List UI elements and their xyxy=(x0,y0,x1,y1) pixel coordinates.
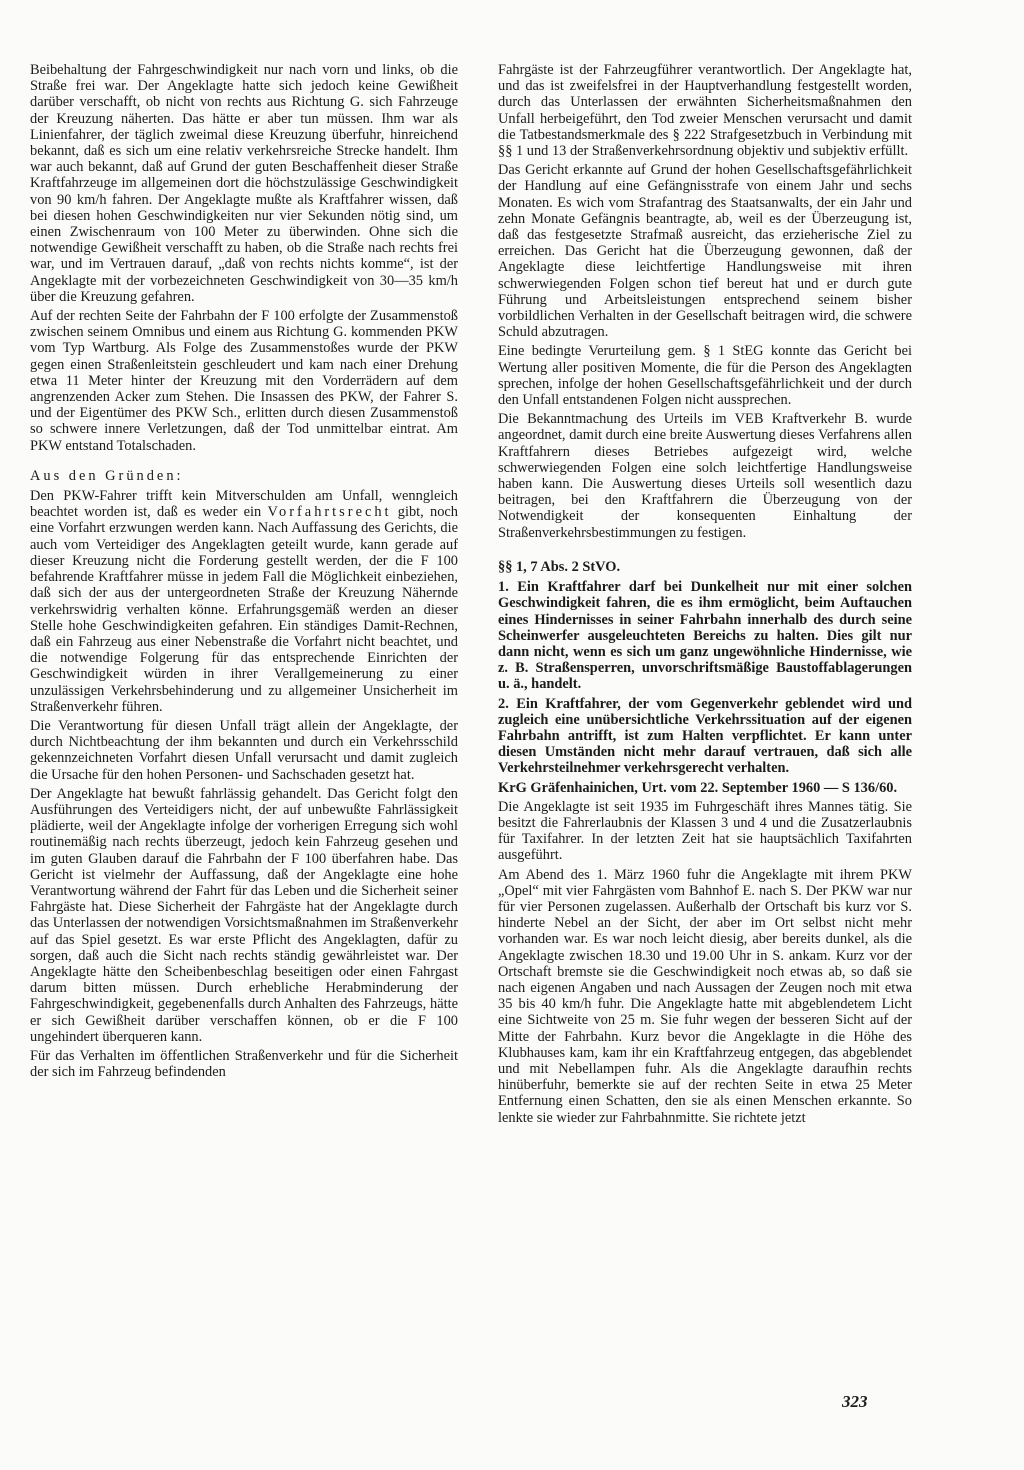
text-span: gibt, noch eine Vorfahrt erzwungen werden kann. Nach Auffassung des Gerichts, die auch vom Verteidiger des Angeklagten geteilt wurde, kann gerade auf dieser Kreuzung nicht die Forderung gestellt werden, der die F 100 befahrende Kraftfahrer müsse in jedem Fall die Möglichkeit einbeziehen, daß sich der aus der untergeordneten Straße der Kreuzung Nähernde verkehrswidrig verhalten könne. Erfahrungsgemäß werden an dieser Stelle hohe Geschwindigkeiten gefahren. Ein ständiges Damit-Rechnen, daß ein Fahrzeug aus einer Nebenstraße die Vorfahrt nicht beachtet, und die notwendige Folgerung für das entsprechende Einrichten der Geschwindigkeit würden in ihrer Verallgemeinerung zu einer unzulässigen Verkehrsbehinderung und zu allgemeiner Unsicherheit im Straßenverkehr führen. xyxy=(30,504,458,715)
emphasized-term: Vorfahrtsrecht xyxy=(267,504,392,521)
paragraph: Die Bekanntmachung des Urteils im VEB Kraftverkehr B. wurde angeordnet, damit durch eine breite Auswertung dieses Verfahrens allen Kraftfahrern dieses Betriebes aufgezeigt wird, welche schwerwiegenden Folgen eine solch leichtfertige Handlungsweise haben kann. Die Auswertung dieses Urteils soll wesentlich dazu beitragen, bei den Kraftfahrern die Überzeugung von der Notwendigkeit der konsequenten Einhaltung der Straßenverkehrsbestimmungen zu festigen. xyxy=(498,411,912,541)
paragraph: Auf der rechten Seite der Fahrbahn der F 100 erfolgte der Zusammenstoß zwischen seinem Omnibus und einem aus Richtung G. kommenden PKW vom Typ Wartburg. Als Folge des Zusammenstoßes wurde der PKW gegen einen Straßenleitstein geschleudert und kam nach einer Drehung etwa 11 Meter hinter der Kreuzung mit den Vorderrädern auf dem angrenzenden Acker zum Stehen. Die Insassen des PKW, der Fahrer S. und der Eigentümer des PKW Sch., erlitten durch diesen Zusammenstoß so schwere innere Verletzungen, daß der Tod unmittelbar eintrat. Am PKW entstand Totalschaden. xyxy=(30,308,458,454)
paragraph: Die Verantwortung für diesen Unfall trägt allein der Angeklagte, der durch Nichtbeachtung der ihm bekannten und durch ein Verkehrsschild gekennzeichneten Vorfahrt diesen Unfall verursacht und damit zugleich die Ursache für den hohen Personen- und Sachschaden gesetzt hat. xyxy=(30,717,458,783)
headnote: 2. Ein Kraftfahrer, der vom Gegenverkehr geblendet wird und zugleich eine unübersichtliche Verkehrssituation auf der eigenen Fahrbahn antrifft, ist zum Halten verpflichtet. Er kann unter diesen Umständen nicht mehr darauf vertrauen, daß sich alle Verkehrsteilnehmer verkehrsgerecht verhalten. xyxy=(498,695,912,777)
left-column xyxy=(30,62,458,1083)
page-number: 323 xyxy=(842,1392,868,1411)
case-citation: KrG Gräfenhainichen, Urt. vom 22. September 1960 — S 136/60. xyxy=(498,779,898,796)
paragraph: Am Abend des 1. März 1960 fuhr die Angeklagte mit ihrem PKW „Opel“ mit vier Fahrgästen vom Bahnhof E. nach S. Der PKW war nur für vier Personen zugelassen. Außerhalb der Ortschaft bis kurz vor S. hinderte Nebel an der Sicht, der aber im Ort selbst nicht mehr vorhanden war. Es war noch leicht diesig, aber bereits dunkel, als die Angeklagte zwischen 18.30 und 19.00 Uhr in S. ankam. Kurz vor der Ortschaft bremste sie die Geschwindigkeit noch etwas ab, so daß sie nach eigenen Angaben und nach Aussagen der Zeugen noch mit etwa 35 bis 40 km/h fuhr. Die Angeklagte hatte mit abgeblendetem Licht eine Sichtweite von 25 m. Sie fuhr wegen der besseren Sicht auf der Mitte der Fahrbahn. Kurz bevor die Angeklagte in die Höhe des Klubhauses kam, kam ihr ein Kraftfahrzeug entgegen, das abgeblendet und mit Nebellampen fuhr. Als die Angeklagte daraufhin rechts hinüberfuhr, bemerkte sie auf der rechten Seite in etwa 25 Meter Entfernung einen Schatten, den sie als einen Menschen erkannte. So lenkte sie wieder zur Fahrbahnmitte. Sie richtete jetzt xyxy=(498,866,912,1126)
paragraph: Die Angeklagte ist seit 1935 im Fuhrgeschäft ihres Mannes tätig. Sie besitzt die Fahrerlaubnis der Klassen 3 und 4 und die Zusatzerlaubnis für Taxifahrer. In der letzten Zeit hat sie hauptsächlich Taxifahrten ausgeführt. xyxy=(498,798,912,864)
paragraph: Das Gericht erkannte auf Grund der hohen Gesellschaftsgefährlichkeit der Handlung auf eine Gefängnisstrafe von einem Jahr und sechs Monaten. Es wich vom Strafantrag des Staatsanwalts, der ein Jahr und zehn Monate Gefängnis beantragte, ab, weil es der Überzeugung ist, daß das festgesetzte Strafmaß ausreicht, das erzieherische Ziel zu erreichen. Das Gericht hat die Überzeugung gewonnen, daß der Angeklagte diese leichtfertige Handlungsweise mit ihren schwerwiegenden Folgen schon tief bereut hat und er durch gute Führung und Arbeitsleistungen entsprechend seinem bisher vorbildlichen Verhalten in der Gesellschaft beitragen wird, die schwere Schuld abzutragen. xyxy=(498,162,912,341)
statute-heading: §§ 1, 7 Abs. 2 StVO. xyxy=(498,558,621,575)
paragraph: Eine bedingte Verurteilung gem. § 1 StEG konnte das Gericht bei Wertung aller positiven Momente, die für die Person des Angeklagten sprechen, infolge der hohen Gesellschaftsgefährlichkeit und der durch den Unfall entstandenen Folgen nicht aussprechen. xyxy=(498,343,912,409)
paragraph: Für das Verhalten im öffentlichen Straßenverkehr und für die Sicherheit der sich im Fahrzeug befindenden xyxy=(30,1047,458,1081)
paragraph xyxy=(30,488,458,715)
text-span: Den PKW-Fahrer trifft kein Mitverschulden am Unfall, wenngleich beachtet worden ist, daß es weder ein xyxy=(30,488,458,521)
section-heading-reasons: Aus den Gründen: xyxy=(30,467,184,484)
paragraph: Fahrgäste ist der Fahrzeugführer verantwortlich. Der Angeklagte hat, und das ist zweifelsfrei in der Hauptverhandlung festgestellt worden, durch das Unterlassen der erwähnten Sicherheitsmaßnahmen den Unfall herbeigeführt, den Tod zweier Menschen verursacht und damit die Tatbestandsmerkmale des § 222 Strafgesetzbuch in Verbindung mit §§ 1 und 13 der Straßenverkehrsordnung objektiv und subjektiv erfüllt. xyxy=(498,62,912,160)
paragraph: Der Angeklagte hat bewußt fahrlässig gehandelt. Das Gericht folgt den Ausführungen des Verteidigers nicht, der auf unbewußte Fahrlässigkeit plädierte, weil der Angeklagte infolge der vorherigen Erregung sich wohl routinemäßig nach rechts überzeugt, jedoch kein Fahrzeug gesehen und im guten Glauben darauf die Fahrbahn der F 100 überfahren habe. Das Gericht ist vielmehr der Auffassung, daß der Angeklagte eine hohe Verantwortung während der Fahrt für das Leben und die Sicherheit seiner Fahrgäste hat. Diese Sicherheit der Fahrgäste hat der Angeklagte durch das Unterlassen der notwendigen Vorsichtsmaßnahmen im Straßenverkehr auf das Spiel gesetzt. Es war erste Pflicht des Angeklagten, dafür zu sorgen, daß auch die Sicht nach rechts ständig gewährleistet war. Der Angeklagte hätte den Scheibenbeschlag beseitigen oder einen Fahrgast darum bitten müssen. Durch erhebliche Herabminderung der Fahrgeschwindigkeit, gegebenenfalls durch Anhalten des Fahrzeugs, hätte er sich Gewißheit darüber verschaffen können, ob er die F 100 ungehindert überqueren kann. xyxy=(30,785,458,1045)
paragraph: Beibehaltung der Fahrgeschwindigkeit nur nach vorn und links, ob die Straße frei war. Der Angeklagte hatte sich jedoch keine Gewißheit darüber verschafft, ob nicht von rechts aus Richtung G. sich Fahrzeuge der Kreuzung näherten. Das hätte er aber tun müssen. Ihm war als Linienfahrer, der täglich zweimal diese Kreuzung überfuhr, hinreichend bekannt, daß es sich um eine relativ verkehrsreiche Strecke handelt. Ihm war auch bekannt, daß auf Grund der guten Beschaffenheit dieser Straße Kraftfahrzeuge im allgemeinen dort die höchstzulässige Geschwindigkeit von 90 km/h fahren. Der Angeklagte mußte als Kraftfahrer wissen, daß bei diesen hohen Geschwindigkeiten nur vier Sekunden nötig sind, um einen Zwischenraum von 100 Meter zu überwinden. Ohne sich die notwendige Gewißheit verschafft zu haben, ob die Straße nach rechts frei war, und im Vertrauen darauf, „daß von rechts nichts komme“, ist der Angeklagte mit der vorbezeichneten Geschwindigkeit von 30—35 km/h über die Kreuzung gefahren. xyxy=(30,62,458,305)
headnote: 1. Ein Kraftfahrer darf bei Dunkelheit nur mit einer solchen Geschwindigkeit fahren, die es ihm ermöglicht, beim Auftauchen eines Hindernisses in seiner Fahrbahn innerhalb des durch seine Scheinwerfer ausgeleuchteten Bereichs zu halten. Dies gilt nur dann nicht, wenn es sich um ganz ungewöhnliche Hindernisse, wie z. B. Straßensperren, unvorschriftsmäßige Baustoffablagerungen u. ä., handelt. xyxy=(498,579,912,693)
right-column xyxy=(498,62,912,1129)
